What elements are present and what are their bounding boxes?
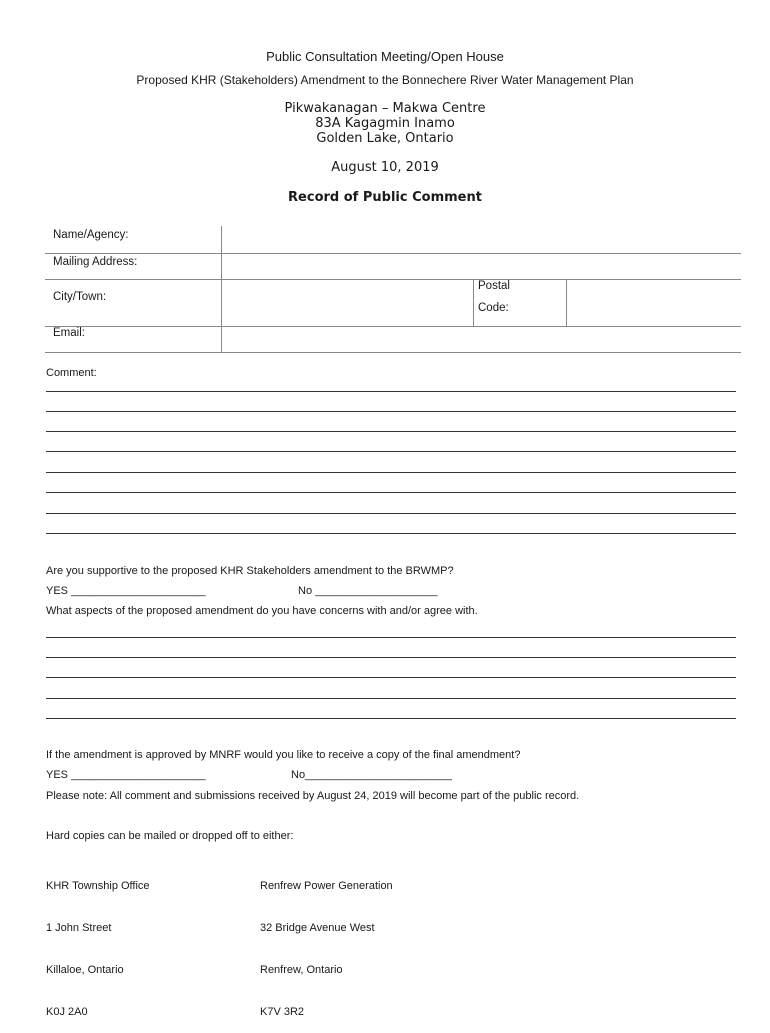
hard-copies-heading: Hard copies can be mailed or dropped off to either: — [46, 830, 294, 842]
copy-yes-field[interactable]: YES ______________________ — [46, 769, 206, 781]
meeting-date: August 10, 2019 — [331, 160, 439, 175]
record-title: Record of Public Comment — [288, 190, 482, 205]
postal-label: Postal — [478, 280, 510, 292]
support-yes-field[interactable]: YES ______________________ — [46, 585, 206, 597]
aspects-question: What aspects of the proposed amendment do you have concerns with and/or agree with. — [46, 605, 478, 617]
venue-block — [0, 101, 770, 146]
address-line: KHR Township Office — [46, 880, 150, 892]
aspects-line — [46, 637, 736, 638]
aspects-line — [46, 698, 736, 699]
form-rule — [45, 352, 741, 353]
aspects-line — [46, 677, 736, 678]
city-town-field[interactable] — [222, 280, 473, 326]
copy-no-field[interactable]: No________________________ — [291, 769, 452, 781]
form-divider — [473, 279, 474, 326]
venue-name: Pikwakanagan – Makwa Centre — [284, 101, 486, 116]
postal-code-label: Code: — [478, 302, 509, 314]
copy-question: If the amendment is approved by MNRF would you like to receive a copy of the final amendment? — [46, 749, 521, 761]
mailing-address-field[interactable] — [222, 254, 741, 279]
comment-line — [46, 431, 736, 432]
email-label: Email: — [53, 327, 85, 339]
contact-form — [45, 226, 741, 353]
support-question: Are you supportive to the proposed KHR Stakeholders amendment to the BRWMP? — [46, 565, 454, 577]
meeting-title: Public Consultation Meeting/Open House — [266, 49, 504, 64]
postal-code-field[interactable] — [567, 280, 741, 326]
public-record-note: Please note: All comment and submissions received by August 24, 2019 will become part of the public record. — [46, 790, 580, 802]
venue-city: Golden Lake, Ontario — [316, 131, 454, 146]
mailing-address-label: Mailing Address: — [53, 256, 138, 268]
comment-line — [46, 533, 736, 534]
email-field[interactable] — [222, 327, 741, 352]
aspects-line — [46, 718, 736, 719]
comment-line — [46, 472, 736, 473]
address-line: 1 John Street — [46, 922, 112, 934]
aspects-line — [46, 657, 736, 658]
comment-line — [46, 513, 736, 514]
comment-line — [46, 492, 736, 493]
venue-street: 83A Kagagmin Inamo — [315, 116, 455, 131]
address-line: Renfrew Power Generation — [260, 880, 393, 892]
address-line: 32 Bridge Avenue West — [260, 922, 375, 934]
address-line: K7V 3R2 — [260, 1006, 305, 1018]
address-line: K0J 2A0 — [46, 1006, 88, 1018]
address-line: Killaloe, Ontario — [46, 964, 124, 976]
comment-line — [46, 391, 736, 392]
comment-line — [46, 411, 736, 412]
name-agency-field[interactable] — [222, 226, 741, 253]
amendment-subtitle: Proposed KHR (Stakeholders) Amendment to the Bonnechere River Water Management Plan — [136, 73, 634, 87]
address-line: Renfrew, Ontario — [260, 964, 343, 976]
name-agency-label: Name/Agency: — [53, 229, 129, 241]
support-no-field[interactable]: No ____________________ — [298, 585, 438, 597]
city-town-label: City/Town: — [53, 291, 107, 303]
khr-township-address — [46, 851, 150, 1033]
renfrew-power-address — [260, 851, 393, 1033]
comment-line — [46, 451, 736, 452]
comment-label: Comment: — [46, 367, 97, 379]
